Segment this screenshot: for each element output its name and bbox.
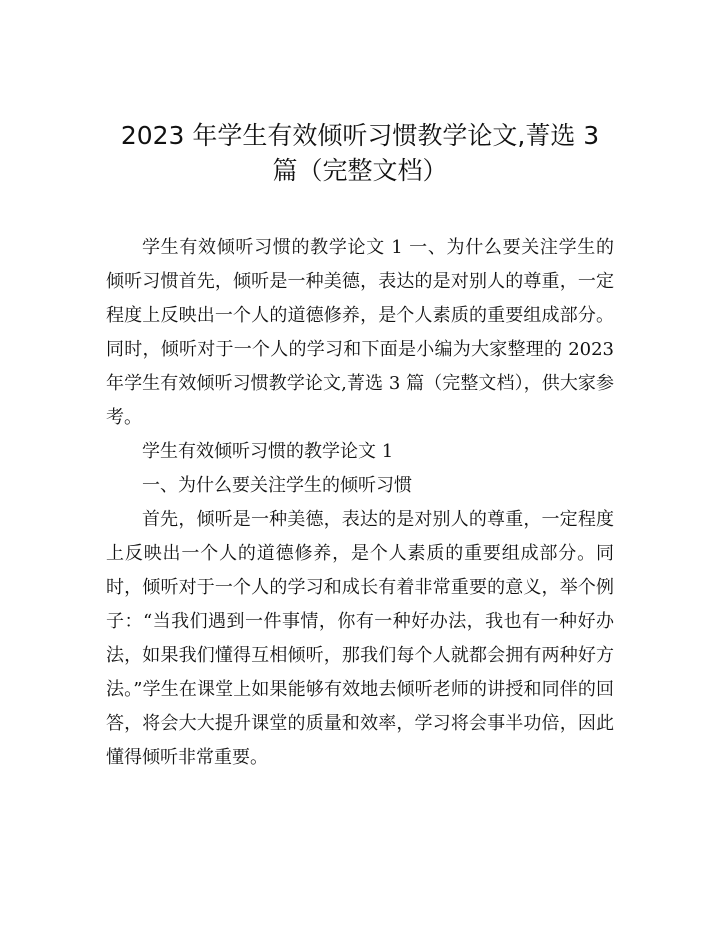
body-paragraph: 首先，倾听是一种美德，表达的是对别人的尊重，一定程度上反映出一个人的道德修养，是个人素质的重要组成部分。同时，倾听对于一个人的学习和成长有着非常重要的意义，举个例子：“当我们遇到一件事情，你有一种好办法，我也有一种好办法，如果我们懂得互相倾听，那我们每个人就都会拥有两种好方法。”学生在课堂上如果能够有效地去倾听老师的讲授和同伴的回答，将会大大提升课堂的质量和效率，学习将会事半功倍，因此懂得倾听非常重要。	[106, 509, 614, 768]
title-line-2: 篇（完整文档）	[272, 156, 448, 185]
subsection-heading: 一、为什么要关注学生的倾听习惯	[142, 475, 412, 496]
section-heading: 学生有效倾听习惯的教学论文 1	[142, 441, 394, 462]
title-line-1: 2023 年学生有效倾听习惯教学论文,菁选 3	[120, 121, 600, 150]
document-body	[106, 231, 614, 775]
intro-paragraph: 学生有效倾听习惯的教学论文 1 一、为什么要关注学生的倾听习惯首先，倾听是一种美德，表达的是对别人的尊重，一定程度上反映出一个人的道德修养，是个人素质的重要组成部分。同时，倾听对于一个人的学习和下面是小编为大家整理的 2023 年学生有效倾听习惯教学论文,菁选 3 篇（完整文档），供大家参考。	[106, 237, 614, 428]
document-title	[100, 118, 620, 188]
